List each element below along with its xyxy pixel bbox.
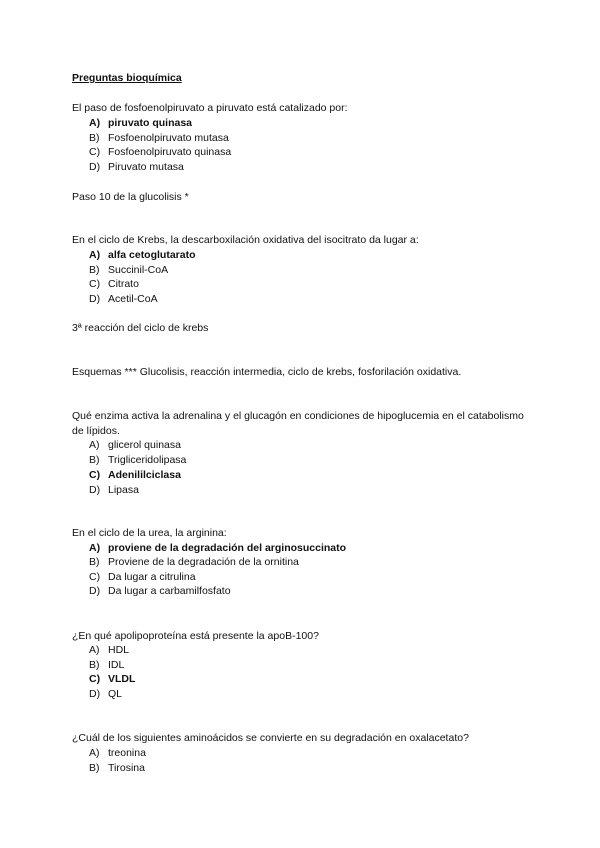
option-text: HDL (108, 644, 130, 656)
option-text: Adenililciclasa (108, 469, 181, 481)
option-text: Lipasa (108, 484, 139, 496)
q3-option-d (89, 484, 139, 496)
q5-option-c (89, 673, 135, 685)
q1-option-c (89, 146, 231, 158)
question-3: Qué enzima activa la adrenalina y el glucagón en condiciones de hipoglucemia en el catabolismo de lípidos. (72, 410, 524, 437)
option-letter: C) (89, 146, 101, 158)
q2-option-d (89, 293, 158, 305)
option-text: alfa cetoglutarato (108, 249, 196, 261)
option-text: piruvato quinasa (108, 117, 193, 129)
q4-option-a (89, 542, 346, 554)
option-text: QL (108, 688, 123, 700)
q4-option-c (89, 571, 196, 583)
option-letter: A) (89, 117, 101, 129)
q2-option-a (89, 249, 196, 261)
option-text: Tirosina (108, 762, 145, 774)
option-text: Fosfoenolpiruvato mutasa (108, 132, 229, 144)
schemes-note: Esquemas *** Glucolisis, reacción intermedia, ciclo de krebs, fosforilación oxidativa. (72, 366, 462, 378)
option-text: Da lugar a carbamilfosfato (108, 585, 231, 597)
option-text: Fosfoenolpiruvato quinasa (108, 146, 232, 158)
option-text: Proviene de la degradación de la ornitina (108, 556, 299, 568)
option-text: Da lugar a citrulina (108, 571, 196, 583)
question-1: El paso de fosfoenolpiruvato a piruvato está catalizado por: (72, 102, 348, 114)
option-letter: B) (89, 454, 100, 466)
option-letter: D) (89, 484, 101, 496)
q1-option-d (89, 161, 184, 173)
option-letter: D) (89, 161, 101, 173)
option-text: Citrato (108, 278, 139, 290)
q1-option-a (89, 117, 192, 129)
q6-option-b (89, 762, 145, 774)
option-letter: D) (89, 293, 101, 305)
option-letter: A) (89, 747, 100, 759)
q4-option-d (89, 585, 231, 597)
option-letter: D) (89, 585, 101, 597)
option-letter: B) (89, 556, 100, 568)
option-text: Acetil-CoA (108, 293, 158, 305)
option-letter: B) (89, 132, 100, 144)
q6-option-a (89, 747, 146, 759)
q5-option-d (89, 688, 122, 700)
option-letter: A) (89, 439, 100, 451)
q3-option-b (89, 454, 186, 466)
option-letter: C) (89, 571, 101, 583)
option-letter: C) (89, 469, 101, 481)
option-letter: B) (89, 762, 100, 774)
option-letter: A) (89, 644, 100, 656)
option-text: IDL (108, 659, 125, 671)
option-text: Trigliceridolipasa (108, 454, 187, 466)
q1-option-b (89, 132, 229, 144)
question-6: ¿Cuál de los siguientes aminoácidos se convierte en su degradación en oxalacetato? (72, 732, 469, 744)
option-text: VLDL (108, 673, 136, 685)
q3-option-a (89, 439, 181, 451)
question-4: En el ciclo de la urea, la arginina: (72, 527, 227, 539)
question-2: En el ciclo de Krebs, la descarboxilación oxidativa del isocitrato da lugar a: (72, 234, 419, 246)
q5-option-b (89, 659, 124, 671)
option-letter: A) (89, 249, 101, 261)
option-text: Succinil-CoA (108, 264, 169, 276)
q2-option-c (89, 278, 139, 290)
option-letter: C) (89, 673, 101, 685)
option-letter: B) (89, 659, 100, 671)
q3-option-c (89, 469, 181, 481)
q4-option-b (89, 556, 299, 568)
q1-note: Paso 10 de la glucolisis * (72, 191, 189, 203)
option-letter: A) (89, 542, 101, 554)
option-text: proviene de la degradación del arginosuccinato (108, 542, 347, 554)
option-text: treonina (108, 747, 146, 759)
option-text: Piruvato mutasa (108, 161, 184, 173)
q5-option-a (89, 644, 129, 656)
option-letter: C) (89, 278, 101, 290)
option-text: glicerol quinasa (108, 439, 181, 451)
q2-note: 3ª reacción del ciclo de krebs (72, 322, 209, 334)
question-5: ¿En qué apolipoproteína está presente la apoB-100? (72, 630, 319, 642)
option-letter: B) (89, 264, 100, 276)
option-letter: D) (89, 688, 101, 700)
q2-option-b (89, 264, 168, 276)
page-title: Preguntas bioquímica (72, 72, 182, 84)
